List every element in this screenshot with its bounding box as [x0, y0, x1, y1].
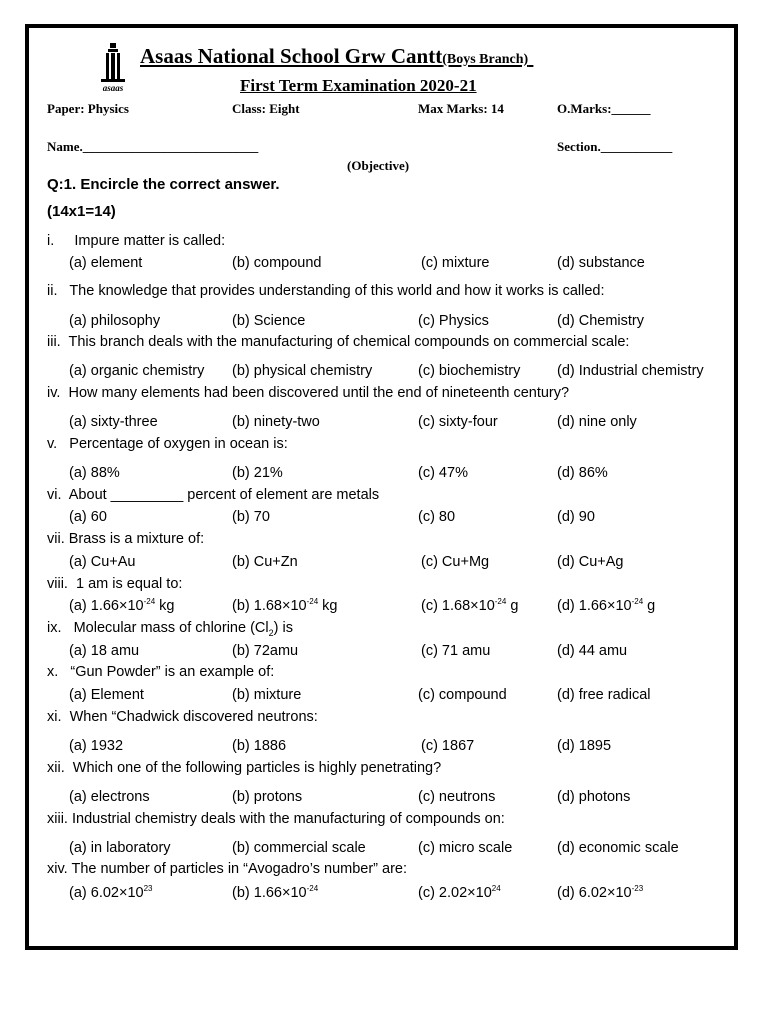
branch-label: (Boys Branch): [442, 52, 529, 67]
question-9: ix. Molecular mass of chlorine $(Cl_2)$ is: [47, 620, 293, 638]
option-a[interactable]: (a) sixty-three: [69, 414, 158, 430]
option-a[interactable]: (a) element: [69, 255, 143, 271]
question-8: viii. 1 am is equal to:: [47, 576, 183, 592]
option-d[interactable]: (d) 44 amu: [557, 643, 628, 659]
question-2: ii. The knowledge that provides understanding of this world and how it works is called:: [47, 283, 605, 299]
question-12: xii. Which one of the following particles is highly penetrating?: [47, 760, 442, 776]
option-b[interactable]: (b) 70: [232, 509, 270, 525]
option-a[interactable]: (a) 18 amu: [69, 643, 140, 659]
option-b[interactable]: (b) 1886: [232, 738, 287, 754]
option-a[interactable]: (a) electrons: [69, 789, 150, 805]
option-c[interactable]: (c) neutrons: [418, 789, 496, 805]
paper-label: Paper: Physics: [47, 101, 129, 116]
school-title: [140, 44, 533, 69]
question-5: v. Percentage of oxygen in ocean is:: [47, 436, 288, 452]
option-d[interactable]: (d) Chemistry: [557, 313, 645, 329]
option-b[interactable]: (b) commercial scale: [232, 840, 366, 856]
option-c[interactable]: (c) 47%: [418, 465, 468, 481]
option-a[interactable]: (a) organic chemistry: [69, 363, 205, 379]
option-a[interactable]: (a) in laboratory: [69, 840, 171, 856]
option-c[interactable]: (c) Physics: [418, 313, 489, 329]
option-c[interactable]: (c) micro scale: [418, 840, 513, 856]
objective-label: (Objective): [347, 158, 410, 173]
obtained-marks-field[interactable]: O.Marks:______: [557, 101, 651, 116]
question-13: xiii. Industrial chemistry deals with the manufacturing of compounds on:: [47, 811, 505, 827]
option-a[interactable]: (a) philosophy: [69, 313, 161, 329]
class-label: Class: Eight: [232, 101, 300, 116]
option-d[interactable]: (d) 90: [557, 509, 595, 525]
option-b[interactable]: (b) $1.68\times 10^{-24}$ kg: [232, 597, 338, 614]
question-7: vii. Brass is a mixture of:: [47, 531, 205, 547]
option-a[interactable]: (a) 1932: [69, 738, 124, 754]
option-c[interactable]: (c) $1.68\times 10^{-24}$ g: [421, 597, 519, 614]
question-heading: Q:1. Encircle the correct answer.: [47, 176, 280, 193]
max-marks-label: Max Marks: 14: [418, 101, 504, 116]
option-c[interactable]: (c) compound: [418, 687, 507, 703]
option-d[interactable]: (d) Cu+Ag: [557, 554, 624, 570]
option-c[interactable]: (c) 80: [418, 509, 456, 525]
option-b[interactable]: (b) compound: [232, 255, 322, 271]
exam-title: First Term Examination 2020-21: [240, 76, 477, 95]
option-b[interactable]: (b) physical chemistry: [232, 363, 373, 379]
option-d[interactable]: (d) 86%: [557, 465, 608, 481]
option-d[interactable]: (d) nine only: [557, 414, 637, 430]
question-10: x. “Gun Powder” is an example of:: [47, 664, 275, 680]
option-c[interactable]: (c) mixture: [421, 255, 490, 271]
option-c[interactable]: (c) 71 amu: [421, 643, 491, 659]
option-b[interactable]: (b) protons: [232, 789, 303, 805]
marks-distribution: (14x1=14): [47, 203, 116, 220]
option-b[interactable]: (b) 72amu: [232, 643, 299, 659]
question-1: i. Impure matter is called:: [47, 233, 226, 249]
question-3: iii. This branch deals with the manufacturing of chemical compounds on commercial scale:: [47, 334, 630, 350]
option-b[interactable]: (b) Science: [232, 313, 306, 329]
option-d[interactable]: (d) 1895: [557, 738, 612, 754]
option-a[interactable]: (a) 60: [69, 509, 107, 525]
option-b[interactable]: (b) mixture: [232, 687, 302, 703]
option-a[interactable]: (a) Element: [69, 687, 144, 703]
option-a[interactable]: (a) 88%: [69, 465, 120, 481]
option-d[interactable]: (d) photons: [557, 789, 631, 805]
option-a[interactable]: (a) Cu+Au: [69, 554, 136, 570]
option-c[interactable]: (c) biochemistry: [418, 363, 521, 379]
option-d[interactable]: (d) Industrial chemistry: [557, 363, 704, 379]
option-c[interactable]: (c) $2.02\times 10^{24}$: [418, 884, 501, 901]
school-logo: [95, 42, 131, 94]
option-a[interactable]: (a) $6.02\times 10^{23}$: [69, 884, 153, 901]
question-14: xiv. The number of particles in “Avogadro’s number” are:: [47, 861, 408, 877]
option-c[interactable]: (c) 1867: [421, 738, 475, 754]
name-field[interactable]: Name.___________________________: [47, 139, 259, 154]
option-d[interactable]: (d) free radical: [557, 687, 651, 703]
option-b[interactable]: (b) Cu+Zn: [232, 554, 298, 570]
option-d[interactable]: (d) substance: [557, 255, 645, 271]
section-field[interactable]: Section.___________: [557, 139, 673, 154]
option-b[interactable]: (b) 21%: [232, 465, 283, 481]
option-d[interactable]: (d) economic scale: [557, 840, 679, 856]
option-d[interactable]: (d) $6.02\times 10^{-23}$: [557, 884, 644, 901]
school-name: Asaas National School Grw Cantt: [140, 44, 443, 68]
question-4: iv. How many elements had been discovered until the end of nineteenth century?: [47, 385, 570, 401]
svg-text:asaas: asaas: [102, 83, 124, 93]
question-11: xi. When “Chadwick discovered neutrons:: [47, 709, 318, 725]
option-c[interactable]: (c) Cu+Mg: [421, 554, 490, 570]
option-c[interactable]: (c) sixty-four: [418, 414, 498, 430]
question-6: vi. About _________ percent of element are metals: [47, 487, 380, 503]
option-d[interactable]: (d) $1.66\times 10^{-24}$ g: [557, 597, 656, 614]
option-b[interactable]: (b) $1.66\times 10^{-24}$: [232, 884, 319, 901]
option-a[interactable]: (a) $1.66\times 10^{-24}$ kg: [69, 597, 175, 614]
option-b[interactable]: (b) ninety-two: [232, 414, 320, 430]
